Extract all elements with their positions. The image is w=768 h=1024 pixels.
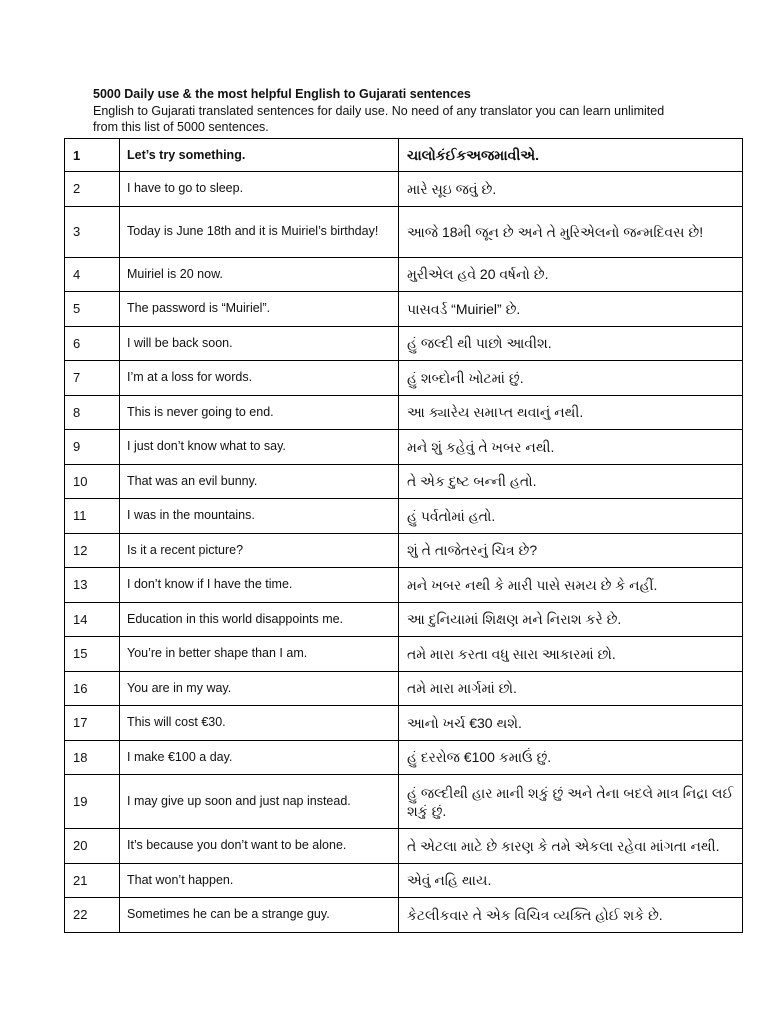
gujarati-sentence: હું દરરોજ €100 કમાઉં છું. xyxy=(399,740,743,775)
english-sentence: The password is “Muiriel”. xyxy=(120,292,399,327)
document-title: 5000 Daily use & the most helpful English to Gujarati sentences xyxy=(93,87,471,101)
gujarati-sentence: આ ક્યારેય સમાપ્ત થવાનું નથી. xyxy=(399,395,743,430)
row-number: 1 xyxy=(65,139,120,172)
table-row xyxy=(65,292,743,327)
gujarati-sentence: હું જલ્દીથી હાર માની શકું છું અને તેના બદલે માત્ર નિદ્રા લઈ શકું છું. xyxy=(399,775,743,829)
table-row xyxy=(65,671,743,706)
gujarati-sentence: કેટલીકવાર તે એક વિચિત્ર વ્યક્તિ હોઈ શકે છે. xyxy=(399,898,743,933)
table-row xyxy=(65,637,743,672)
row-number: 11 xyxy=(65,499,120,534)
sentences-table-body xyxy=(65,139,743,933)
gujarati-sentence: આ દુનિયામાં શિક્ષણ મને નિરાશ કરે છે. xyxy=(399,602,743,637)
english-sentence: This will cost €30. xyxy=(120,706,399,741)
gujarati-sentence: મુરીએલ હવે 20 વર્ષનો છે. xyxy=(399,257,743,292)
table-row xyxy=(65,139,743,172)
row-number: 21 xyxy=(65,863,120,898)
english-sentence: I will be back soon. xyxy=(120,326,399,361)
english-sentence: I have to go to sleep. xyxy=(120,172,399,207)
row-number: 4 xyxy=(65,257,120,292)
table-row xyxy=(65,326,743,361)
gujarati-sentence: હું જલ્દી થી પાછો આવીશ. xyxy=(399,326,743,361)
table-row xyxy=(65,172,743,207)
english-sentence: You are in my way. xyxy=(120,671,399,706)
row-number: 15 xyxy=(65,637,120,672)
table-row xyxy=(65,361,743,396)
row-number: 14 xyxy=(65,602,120,637)
english-sentence: I make €100 a day. xyxy=(120,740,399,775)
gujarati-sentence: આજે 18મી જૂન છે અને તે મુરિએલનો જન્મદિવસ છે! xyxy=(399,206,743,257)
english-sentence: I may give up soon and just nap instead. xyxy=(120,775,399,829)
gujarati-sentence: એવું નહિ થાય. xyxy=(399,863,743,898)
english-sentence: You’re in better shape than I am. xyxy=(120,637,399,672)
sentences-table xyxy=(64,138,743,933)
gujarati-sentence: તે એક દુષ્ટ બન્ની હતો. xyxy=(399,464,743,499)
english-sentence: I was in the mountains. xyxy=(120,499,399,534)
gujarati-sentence: તમે મારા માર્ગમાં છો. xyxy=(399,671,743,706)
table-row xyxy=(65,568,743,603)
document-intro: English to Gujarati translated sentences for daily use. No need of any translator you can learn unlimited from this list of 5000 sentences. xyxy=(93,103,665,134)
table-row xyxy=(65,829,743,864)
gujarati-sentence: હું શબ્દોની ખોટમાં છું. xyxy=(399,361,743,396)
english-sentence: This is never going to end. xyxy=(120,395,399,430)
english-sentence: It’s because you don’t want to be alone. xyxy=(120,829,399,864)
row-number: 9 xyxy=(65,430,120,465)
table-row xyxy=(65,430,743,465)
row-number: 12 xyxy=(65,533,120,568)
table-row xyxy=(65,206,743,257)
table-row xyxy=(65,602,743,637)
english-sentence: Let’s try something. xyxy=(120,139,399,172)
row-number: 13 xyxy=(65,568,120,603)
row-number: 16 xyxy=(65,671,120,706)
table-row xyxy=(65,775,743,829)
row-number: 5 xyxy=(65,292,120,327)
english-sentence: I’m at a loss for words. xyxy=(120,361,399,396)
english-sentence: Today is June 18th and it is Muiriel’s birthday! xyxy=(120,206,399,257)
row-number: 2 xyxy=(65,172,120,207)
row-number: 19 xyxy=(65,775,120,829)
row-number: 8 xyxy=(65,395,120,430)
gujarati-sentence: મારે સૂઇ જવું છે. xyxy=(399,172,743,207)
row-number: 17 xyxy=(65,706,120,741)
table-row xyxy=(65,499,743,534)
english-sentence: Sometimes he can be a strange guy. xyxy=(120,898,399,933)
gujarati-sentence: હું પર્વતોમાં હતો. xyxy=(399,499,743,534)
table-row xyxy=(65,395,743,430)
row-number: 3 xyxy=(65,206,120,257)
table-row xyxy=(65,257,743,292)
english-sentence: That was an evil bunny. xyxy=(120,464,399,499)
row-number: 22 xyxy=(65,898,120,933)
row-number: 6 xyxy=(65,326,120,361)
gujarati-sentence: મને શું કહેવું તે ખબર નથી. xyxy=(399,430,743,465)
table-row xyxy=(65,464,743,499)
row-number: 20 xyxy=(65,829,120,864)
gujarati-sentence: તે એટલા માટે છે કારણ કે તમે એકલા રહેવા માંગતા નથી. xyxy=(399,829,743,864)
table-row xyxy=(65,898,743,933)
table-row xyxy=(65,740,743,775)
english-sentence: Muiriel is 20 now. xyxy=(120,257,399,292)
table-row xyxy=(65,863,743,898)
gujarati-sentence: ચાલોકંઈકઅજમાવીએ. xyxy=(399,139,743,172)
gujarati-sentence: પાસવર્ડ “Muiriel” છે. xyxy=(399,292,743,327)
english-sentence: Is it a recent picture? xyxy=(120,533,399,568)
english-sentence: Education in this world disappoints me. xyxy=(120,602,399,637)
row-number: 7 xyxy=(65,361,120,396)
gujarati-sentence: આનો ખર્ચ €30 થશે. xyxy=(399,706,743,741)
row-number: 10 xyxy=(65,464,120,499)
gujarati-sentence: મને ખબર નથી કે મારી પાસે સમય છે કે નહીં. xyxy=(399,568,743,603)
english-sentence: I just don’t know what to say. xyxy=(120,430,399,465)
table-row xyxy=(65,706,743,741)
gujarati-sentence: તમે મારા કરતા વધુ સારા આકારમાં છો. xyxy=(399,637,743,672)
document-header xyxy=(93,86,693,136)
english-sentence: That won’t happen. xyxy=(120,863,399,898)
gujarati-sentence: શું તે તાજેતરનું ચિત્ર છે? xyxy=(399,533,743,568)
row-number: 18 xyxy=(65,740,120,775)
table-row xyxy=(65,533,743,568)
english-sentence: I don’t know if I have the time. xyxy=(120,568,399,603)
